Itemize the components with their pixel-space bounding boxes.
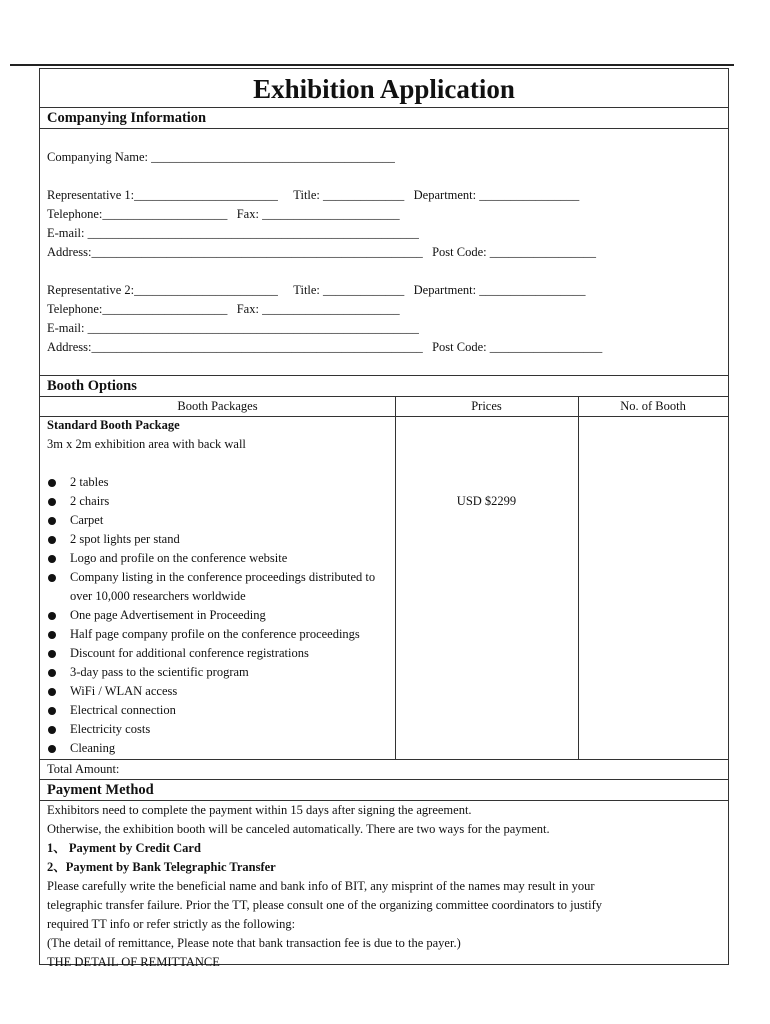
payment-text: required TT info or refer strictly as the following: (47, 917, 296, 931)
payment-option-bank-transfer: 2、Payment by Bank Telegraphic Transfer (47, 860, 276, 874)
package-price: USD $2299 (456, 494, 517, 508)
list-item: Half page company profile on the conference proceedings (47, 625, 392, 644)
list-item: 2 chairs (47, 492, 392, 511)
payment-text: telegraphic transfer failure. Prior the TT, please consult one of the organizing committee coordinators to justify (47, 898, 603, 912)
bullet-icon (48, 650, 56, 658)
list-item: 2 tables (47, 473, 392, 492)
payment-section (40, 801, 728, 972)
rep1-email-field[interactable]: E-mail: _____________________________________________________ (47, 226, 419, 240)
bullet-icon (48, 669, 56, 677)
col-head-booth-count: No. of Booth (578, 397, 728, 417)
bullet-icon (48, 517, 56, 525)
package-description: 3m x 2m exhibition area with back wall (47, 437, 246, 451)
payment-text: Please carefully write the beneficial name and bank info of BIT, any misprint of the names may result in your (47, 879, 595, 893)
company-name-field[interactable]: Companying Name: _______________________________________ (47, 150, 395, 164)
booth-table (40, 397, 728, 760)
bullet-icon (48, 498, 56, 506)
list-item: 2 spot lights per stand (47, 530, 392, 549)
list-item: Electricity costs (47, 720, 392, 739)
list-item: Carpet (47, 511, 392, 530)
rep1-address-field[interactable]: Address:_____________________________________________________ Post Code: _________________ (47, 245, 596, 259)
application-form (39, 68, 729, 969)
list-item: Cleaning (47, 739, 392, 758)
payment-text: Exhibitors need to complete the payment within 15 days after signing the agreement. (47, 803, 472, 817)
list-item: One page Advertisement in Proceeding (47, 606, 392, 625)
total-amount-label: Total Amount: (40, 760, 728, 780)
top-rule (10, 64, 734, 66)
col-head-prices: Prices (395, 397, 578, 417)
bullet-icon (48, 726, 56, 734)
bullet-icon (48, 536, 56, 544)
bullet-icon (48, 745, 56, 753)
column-divider (395, 397, 396, 759)
payment-text: Otherwise, the exhibition booth will be canceled automatically. There are two ways for the payment. (47, 822, 550, 836)
rep2-email-field[interactable]: E-mail: _____________________________________________________ (47, 321, 419, 335)
payment-section-heading: Payment Method (40, 780, 728, 801)
list-item: Logo and profile on the conference website (47, 549, 392, 568)
list-item: Company listing in the conference proceedings distributed to over 10,000 researchers worldwide (47, 568, 392, 606)
form-title: Exhibition Application (40, 69, 728, 108)
bullet-icon (48, 707, 56, 715)
rep1-telephone-fax-field[interactable]: Telephone:____________________ Fax: ______________________ (47, 207, 400, 221)
rep2-address-field[interactable]: Address:_____________________________________________________ Post Code: __________________ (47, 340, 603, 354)
col-head-packages: Booth Packages (40, 397, 395, 417)
bullet-icon (48, 479, 56, 487)
list-item: Electrical connection (47, 701, 392, 720)
rep1-name-title-dept-field[interactable]: Representative 1:_______________________ Title: _____________ Department: ________________ (47, 188, 580, 202)
bullet-icon (48, 612, 56, 620)
booth-section-heading: Booth Options (40, 376, 728, 397)
rep2-name-title-dept-field[interactable]: Representative 2:_______________________ Title: _____________ Department: _________________ (47, 283, 586, 297)
payment-option-credit-card: 1、 Payment by Credit Card (47, 841, 201, 855)
bullet-icon (48, 555, 56, 563)
list-item: Discount for additional conference registrations (47, 644, 392, 663)
bullet-icon (48, 631, 56, 639)
list-item: 3-day pass to the scientific program (47, 663, 392, 682)
list-item: WiFi / WLAN access (47, 682, 392, 701)
bullet-icon (48, 688, 56, 696)
bullet-icon (48, 574, 56, 582)
standard-booth-package (47, 416, 392, 758)
rep2-telephone-fax-field[interactable]: Telephone:____________________ Fax: ______________________ (47, 302, 400, 316)
package-title: Standard Booth Package (47, 418, 180, 432)
feature-list (47, 473, 392, 758)
payment-text: (The detail of remittance, Please note that bank transaction fee is due to the payer.) (47, 936, 461, 950)
company-section (40, 129, 728, 376)
company-section-heading: Companying Information (40, 108, 728, 129)
column-divider (578, 397, 579, 759)
remittance-heading: THE DETAIL OF REMITTANCE (47, 955, 220, 969)
